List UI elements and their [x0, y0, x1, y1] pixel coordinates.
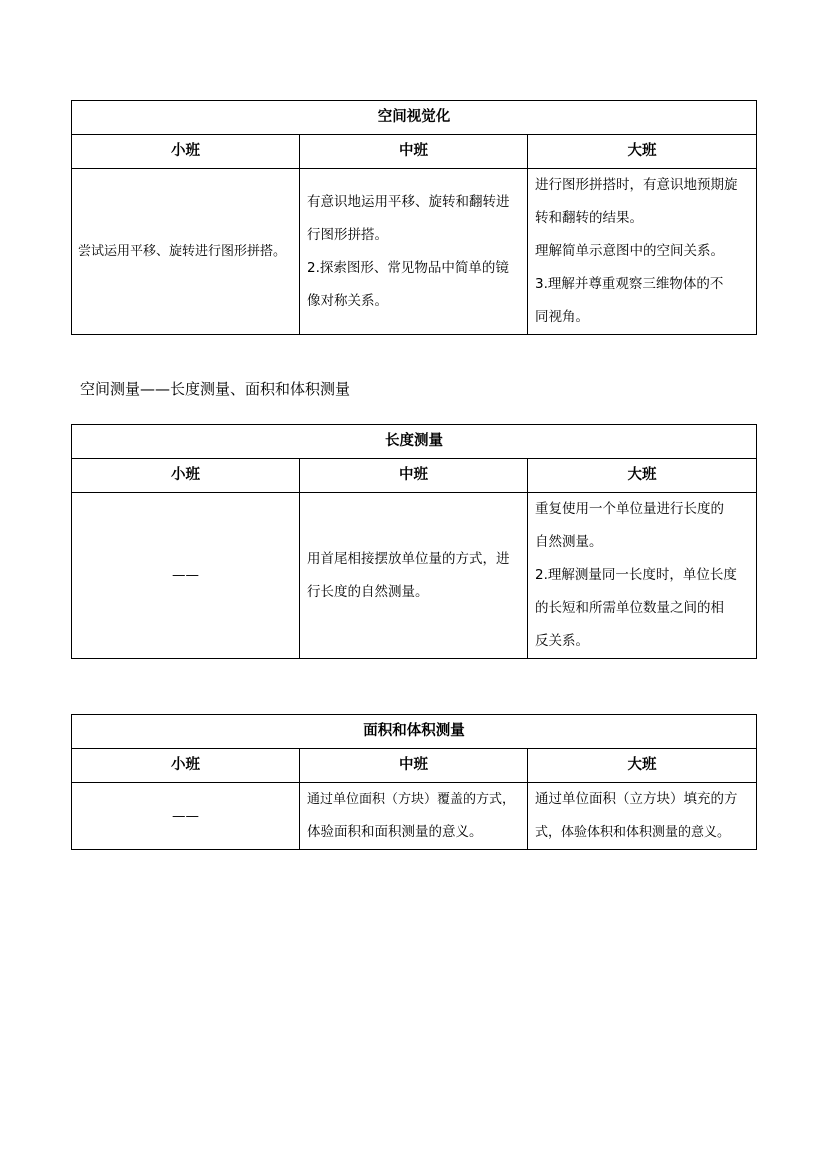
text-line: 重复使用一个单位量进行长度的 [535, 501, 724, 517]
text-line: —— [172, 567, 199, 583]
text-line: 转和翻转的结果。 [535, 210, 643, 226]
text-line: 通过单位面积（立方块）填充的方 [535, 791, 738, 807]
text-line: —— [172, 807, 199, 824]
text-line: 理解简单示意图中的空间关系。 [535, 243, 724, 259]
table-title: 面积和体积测量 [72, 715, 757, 749]
header-small-class: 小班 [72, 459, 300, 493]
table-title: 空间视觉化 [72, 101, 757, 135]
text-line: 有意识地运用平移、旋转和翻转进 [307, 193, 510, 210]
table-length-measurement [71, 424, 757, 659]
text-line: 反关系。 [535, 633, 589, 649]
text-line: 像对称关系。 [307, 292, 388, 309]
text-line: 进行图形拼搭时，有意识地预期旋 [535, 177, 738, 193]
header-large-class: 大班 [528, 459, 757, 493]
cell-small-class [72, 493, 300, 659]
table-title: 长度测量 [72, 425, 757, 459]
text-line: 2.理解测量同一长度时，单位长度 [535, 567, 737, 583]
cell-middle-class [300, 169, 528, 335]
text-line: 2.探索图形、常见物品中简单的镜 [307, 259, 509, 276]
cell-large-class [528, 783, 757, 850]
header-large-class: 大班 [528, 135, 757, 169]
header-middle-class: 中班 [300, 459, 528, 493]
header-small-class: 小班 [72, 749, 300, 783]
text-line: 式，体验体积和体积测量的意义。 [535, 825, 731, 840]
header-middle-class: 中班 [300, 135, 528, 169]
cell-small-class [72, 783, 300, 850]
cell-middle-class [300, 493, 528, 659]
cell-middle-class [300, 783, 528, 850]
text-line: 体验面积和面积测量的意义。 [307, 824, 483, 840]
text-line: 尝试运用平移、旋转进行图形拼搭。 [78, 244, 287, 259]
cell-large-class [528, 493, 757, 659]
text-line: 行长度的自然测量。 [307, 583, 429, 600]
text-line: 同视角。 [535, 309, 589, 325]
section-heading: 空间测量——长度测量、面积和体积测量 [80, 380, 351, 398]
text-line: 的长短和所需单位数量之间的相 [535, 600, 724, 616]
text-line: 3.理解并尊重观察三维物体的不 [535, 276, 724, 292]
text-line: 通过单位面积（方块）覆盖的方式， [307, 792, 516, 807]
header-large-class: 大班 [528, 749, 757, 783]
cell-small-class [72, 169, 300, 335]
cell-large-class [528, 169, 757, 335]
table-spatial-visualization [71, 100, 757, 335]
header-middle-class: 中班 [300, 749, 528, 783]
header-small-class: 小班 [72, 135, 300, 169]
text-line: 用首尾相接摆放单位量的方式，进 [307, 550, 510, 567]
text-line: 行图形拼搭。 [307, 226, 388, 243]
table-area-volume-measurement [71, 714, 757, 850]
text-line: 自然测量。 [535, 534, 603, 550]
